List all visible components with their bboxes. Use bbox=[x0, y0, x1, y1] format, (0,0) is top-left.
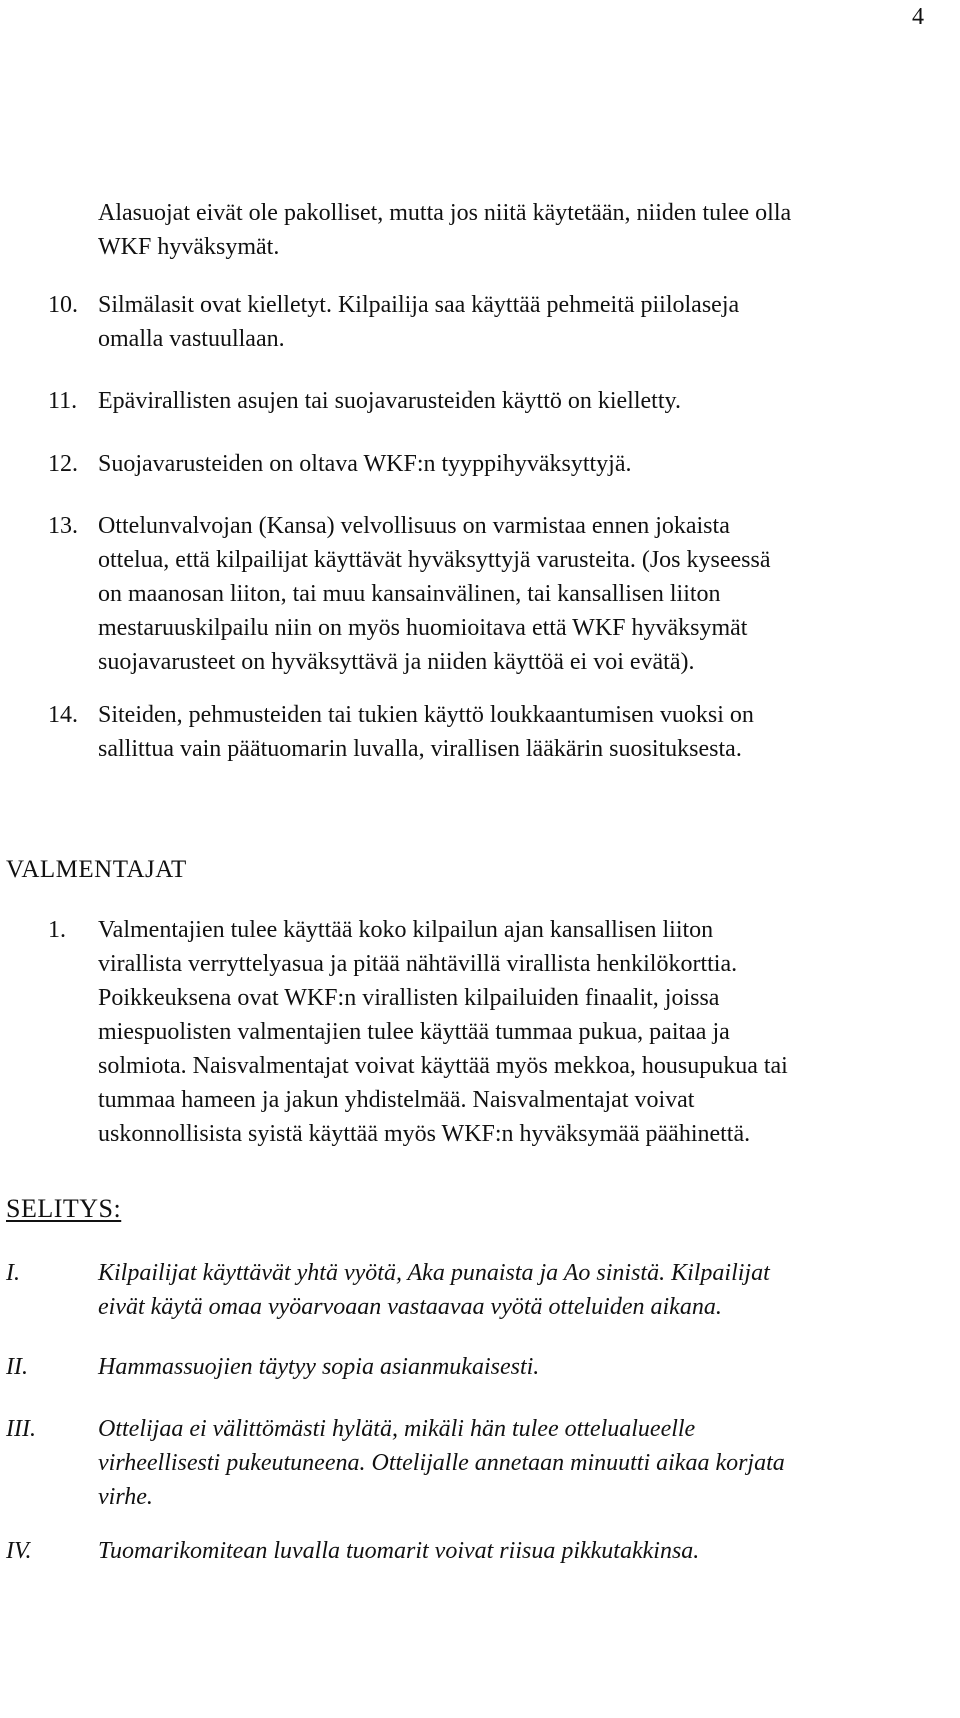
text-line: Siteiden, pehmusteiden tai tukien käyttö loukkaantumisen vuoksi on bbox=[98, 702, 754, 728]
note-text bbox=[98, 1350, 539, 1384]
item-number: 13. bbox=[48, 513, 78, 539]
item-number: 12. bbox=[48, 451, 78, 477]
text-line: suojavarusteet on hyväksyttävä ja niiden käyttöä ei voi evätä). bbox=[98, 649, 695, 675]
text-line: solmiota. Naisvalmentajat voivat käyttää myös mekkoa, housupukua tai bbox=[98, 1053, 788, 1079]
item-text bbox=[98, 288, 928, 356]
text-line: virallista verryttelyasua ja pitää nähtävillä virallista henkilökorttia. bbox=[98, 951, 738, 977]
text-line: on maanosan liiton, tai muu kansainvälinen, tai kansallisen liiton bbox=[98, 581, 721, 607]
text-line: Tuomarikomitean luvalla tuomarit voivat riisua pikkutakkinsa. bbox=[98, 1538, 700, 1564]
note-number: III. bbox=[6, 1416, 36, 1442]
text-line: Silmälasit ovat kielletyt. Kilpailija saa käyttää pehmeitä piilolaseja bbox=[98, 292, 740, 318]
text-line: mestaruuskilpailu niin on myös huomioitava että WKF hyväksymät bbox=[98, 615, 748, 641]
text-line: Ottelunvalvojan (Kansa) velvollisuus on varmistaa ennen jokaista bbox=[98, 513, 730, 539]
item-number: 14. bbox=[48, 702, 78, 728]
note-number: I. bbox=[6, 1260, 20, 1286]
text-line: Poikkeuksena ovat WKF:n virallisten kilpailuiden finaalit, joissa bbox=[98, 985, 720, 1011]
item-text bbox=[98, 384, 928, 418]
section-heading-selitys: SELITYS: bbox=[6, 1194, 122, 1223]
note-text bbox=[98, 1534, 699, 1568]
text-line: Suojavarusteiden on oltava WKF:n tyyppihyväksyttyjä. bbox=[98, 451, 632, 477]
text-line: tummaa hameen ja jakun yhdistelmää. Naisvalmentajat voivat bbox=[98, 1087, 695, 1113]
note-number: II. bbox=[6, 1354, 28, 1380]
text-line: Hammassuojien täytyy sopia asianmukaisesti. bbox=[98, 1354, 540, 1380]
text-line: uskonnollisista syistä käyttää myös WKF:n hyväksymää päähinettä. bbox=[98, 1121, 751, 1147]
text-line: WKF hyväksymät. bbox=[98, 234, 280, 260]
item-text bbox=[98, 447, 928, 481]
item-number: 11. bbox=[48, 388, 78, 414]
page-number: 4 bbox=[912, 4, 924, 30]
text-line: ottelua, että kilpailijat käyttävät hyväksyttyjä varusteita. (Jos kyseessä bbox=[98, 547, 771, 573]
text-line: Epävirallisten asujen tai suojavarusteiden käyttö on kielletty. bbox=[98, 388, 681, 414]
item-number: 10. bbox=[48, 292, 78, 318]
text-line: omalla vastuullaan. bbox=[98, 326, 285, 352]
text-line: Kilpailijat käyttävät yhtä vyötä, Aka punaista ja Ao sinistä. Kilpailijat bbox=[98, 1260, 770, 1286]
note-text bbox=[98, 1256, 770, 1324]
item-text bbox=[98, 698, 928, 766]
note-text bbox=[98, 1412, 785, 1514]
intro-paragraph bbox=[98, 196, 928, 264]
note-number: IV. bbox=[6, 1538, 32, 1564]
text-line: Valmentajien tulee käyttää koko kilpailun ajan kansallisen liiton bbox=[98, 917, 714, 943]
text-line: virheellisesti pukeutuneena. Ottelijalle annetaan minuutti aikaa korjata bbox=[98, 1450, 785, 1476]
text-line: virhe. bbox=[98, 1484, 153, 1510]
item-text bbox=[98, 509, 928, 679]
item-number: 1. bbox=[48, 917, 66, 943]
text-line: Alasuojat eivät ole pakolliset, mutta jos niitä käytetään, niiden tulee olla bbox=[98, 200, 792, 226]
section-heading-valmentajat: VALMENTAJAT bbox=[6, 856, 187, 883]
text-line: sallittua vain päätuomarin luvalla, virallisen lääkärin suosituksesta. bbox=[98, 736, 742, 762]
text-line: eivät käytä omaa vyöarvoaan vastaavaa vyötä otteluiden aikana. bbox=[98, 1294, 722, 1320]
text-line: Ottelijaa ei välittömästi hylätä, mikäli hän tulee ottelualueelle bbox=[98, 1416, 696, 1442]
item-text bbox=[98, 913, 928, 1151]
text-line: miespuolisten valmentajien tulee käyttää tummaa pukua, paitaa ja bbox=[98, 1019, 730, 1045]
